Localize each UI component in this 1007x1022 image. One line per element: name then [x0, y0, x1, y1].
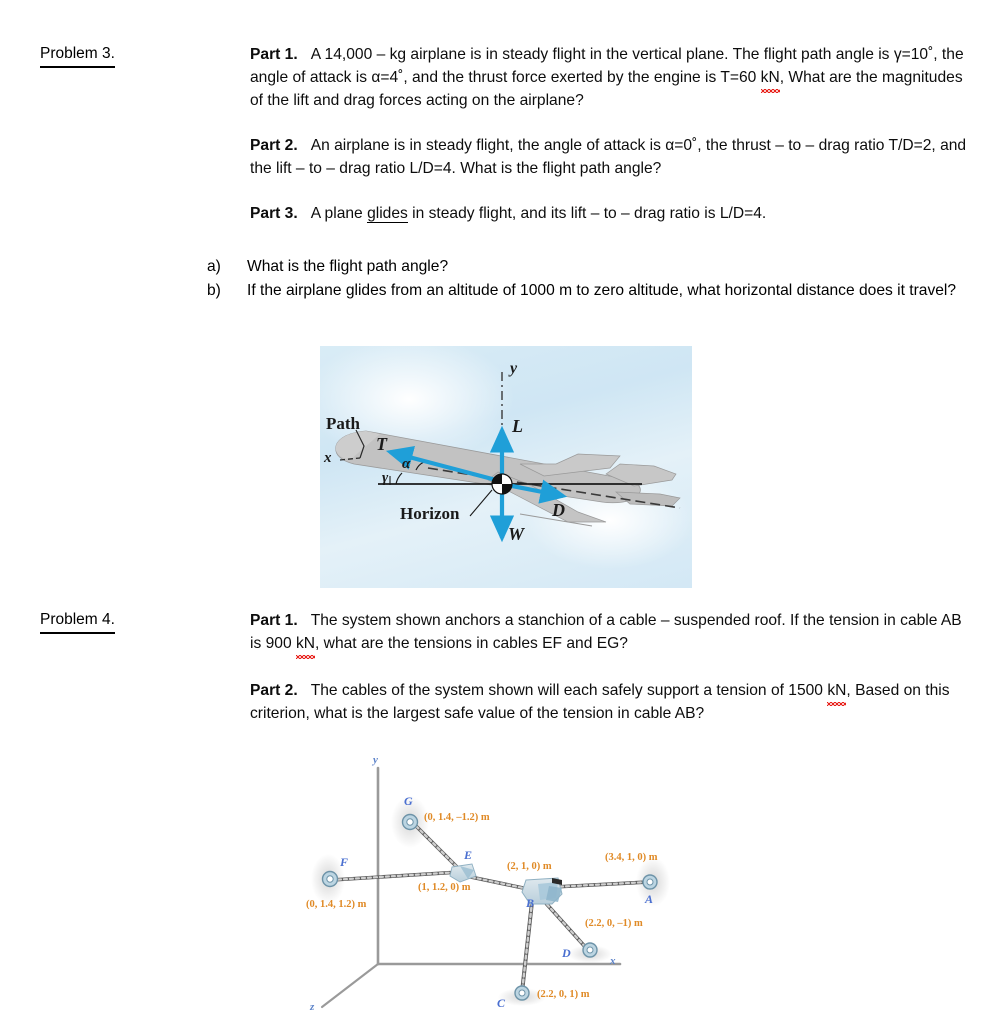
label-point-c: C [497, 996, 506, 1010]
label-horizon: Horizon [400, 504, 460, 523]
spellcheck-kn-3: kN [827, 680, 846, 703]
anchor-d [583, 943, 597, 957]
part-1-heading: Part 1. [250, 46, 298, 63]
label-axis-x: x [610, 955, 616, 967]
coord-label-e: (1, 1.2, 0) m [418, 882, 471, 893]
coord-label-a: (3.4, 1, 0) m [605, 852, 658, 863]
part-2-line-1a: An airplane is in steady flight, the angle of attack is α=0 [310, 136, 693, 154]
label-point-d: D [562, 946, 571, 960]
cable-diagram-svg [300, 752, 700, 1020]
spellcheck-kn-2: kN [296, 633, 315, 656]
problem-3-part-3 [250, 203, 972, 226]
p4-part-1-line-2b: , what are the tensions in cables EF and EG? [315, 634, 628, 652]
coord-label-c: (2.2, 0, 1) m [537, 989, 590, 1000]
label-path: Path [326, 414, 360, 433]
cables [332, 822, 648, 992]
joint-e [450, 864, 476, 882]
label-point-f: F [340, 855, 349, 869]
problem-3-sub-items [207, 256, 977, 304]
coord-label-f: (0, 1.4, 1.2) m [306, 899, 367, 910]
problem-3-part-1 [250, 44, 972, 113]
label-lift: L [512, 416, 523, 436]
label-weight: W [508, 524, 525, 544]
z-axis [322, 964, 378, 1007]
coord-label-b: (2, 1, 0) m [507, 861, 552, 872]
problem-3-body [250, 44, 972, 226]
p4-part-1-line-1: The system shown anchors a stanchion of a cable – suspended roof. If the [310, 612, 825, 629]
coord-label-g: (0, 1.4, –1.2) m [424, 812, 490, 823]
label-point-e: E [464, 848, 473, 862]
part-1-line-2a: angle is γ=10 [835, 46, 929, 63]
problem-4-part-2 [250, 680, 972, 726]
problem-4-label [40, 610, 115, 634]
anchor-f [323, 872, 338, 887]
anchor-fittings [323, 815, 658, 1001]
part-3-underlined-word: glides [367, 204, 408, 222]
problem-4-body [250, 610, 972, 726]
p4-part-1-heading: Part 1. [250, 612, 298, 629]
anchor-c [515, 986, 529, 1000]
p4-part-2-line-1b: , [846, 681, 851, 699]
part-1-line-2c: ˚, and the thrust force exerted by the engine is [398, 68, 717, 86]
label-alpha: α [402, 456, 411, 472]
label-gamma: γ [382, 470, 389, 486]
part-2-line-2: ratio T/D=2, and the lift – to – drag ratio L/D=4. What is the flight path angle? [250, 136, 967, 177]
spellcheck-kn-1: kN [761, 67, 780, 90]
part-1-line-3b: , What are the magnitudes of the lift and drag forces acting on the airplane? [250, 68, 963, 109]
anchor-a [643, 875, 657, 889]
list-item-text: What is the flight path angle? [247, 258, 449, 275]
list-item-marker: b) [207, 281, 221, 299]
part-2-heading: Part 2. [250, 136, 298, 154]
gamma-angle-arc [396, 473, 402, 484]
airplane-diagram-svg [320, 346, 692, 588]
label-y-axis: y [510, 360, 518, 377]
part-1-line-2b: ˚, the angle of attack is α=4 [250, 46, 964, 86]
label-point-b: B [526, 896, 535, 910]
p4-part-2-line-2: Based on this criterion, what is the largest safe value of the tension in cable AB? [250, 681, 950, 722]
airplane-diagram [320, 346, 692, 588]
list-item-marker: a) [207, 258, 221, 275]
p4-part-2-line-1a: The cables of the system shown will each safely support a tension of 1500 [310, 681, 828, 699]
label-drag: D [552, 500, 565, 520]
label-axis-z: z [310, 1001, 315, 1013]
part-1-line-1: A 14,000 – kg airplane is in steady flight in the vertical plane. The flight path [310, 46, 832, 63]
part-3-pre: A plane [310, 204, 368, 222]
part-3-post: in steady flight, and its lift – to – drag ratio is L/D=4. [407, 204, 767, 222]
p4-part-1-line-2a: tension in cable AB is 900 [250, 612, 962, 652]
anchor-g [403, 815, 418, 830]
part-2-line-1b: ˚, the thrust – to – drag [692, 136, 850, 154]
problem-3-part-2 [250, 135, 972, 181]
label-x-axis: x [324, 450, 332, 466]
part-3-heading: Part 3. [250, 204, 298, 222]
label-point-g: G [404, 794, 413, 808]
part-1-line-3a: T=60 [720, 68, 761, 86]
horizon-leader-line [470, 490, 492, 516]
label-axis-y: y [373, 754, 378, 766]
problem-4-part-1 [250, 610, 972, 656]
list-item [207, 280, 977, 303]
coord-label-d: (2.2, 0, –1) m [585, 918, 643, 929]
label-point-a: A [645, 892, 654, 906]
problem-3-label-text: Problem 3. [40, 44, 115, 68]
cable-system-diagram [300, 752, 700, 1020]
problem-3-label [40, 44, 115, 68]
label-thrust: T [376, 434, 387, 454]
list-item [207, 256, 977, 279]
center-of-mass-icon [492, 474, 512, 494]
problem-4-label-text: Problem 4. [40, 610, 115, 634]
p4-part-2-heading: Part 2. [250, 681, 298, 699]
list-item-text: If the airplane glides from an altitude of 1000 m to zero altitude, what horizontal distance does it travel? [247, 281, 957, 299]
